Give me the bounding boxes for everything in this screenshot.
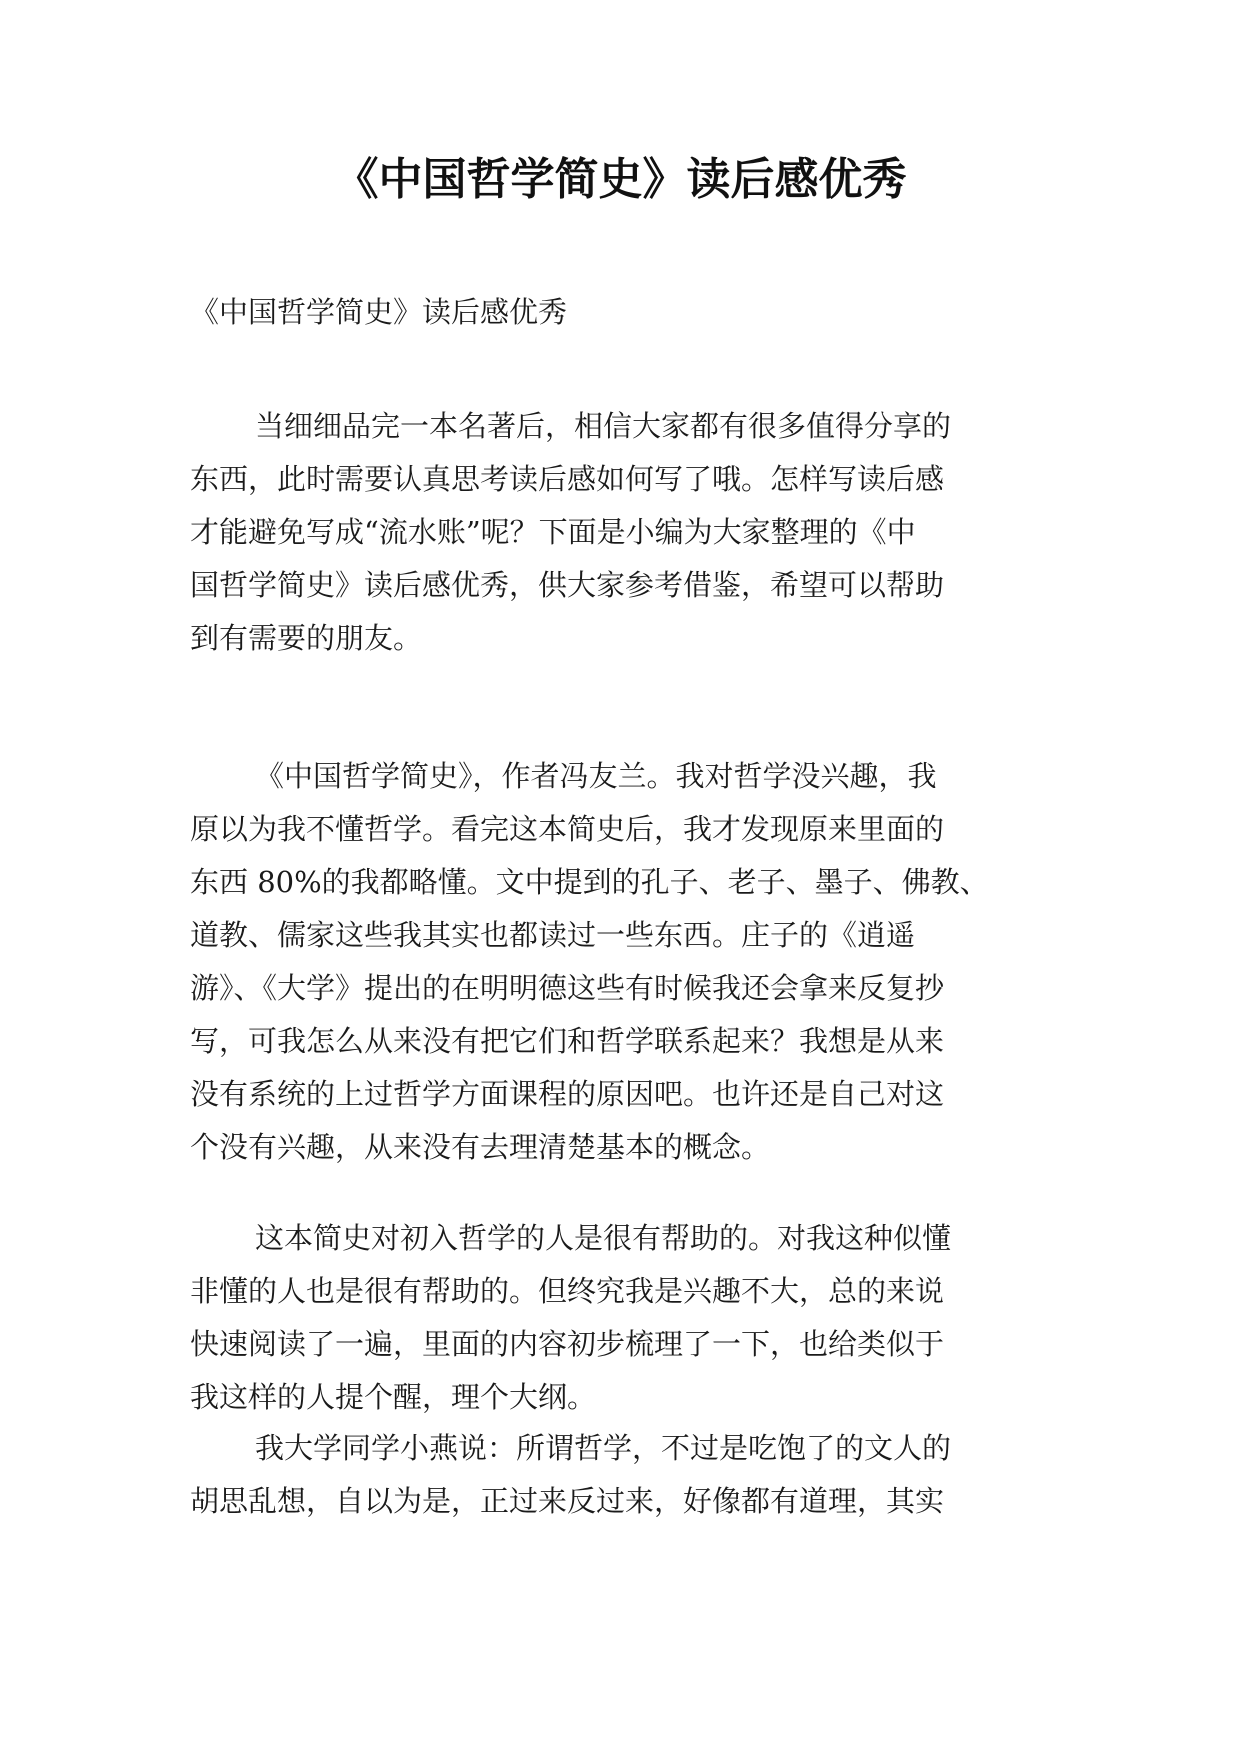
paragraph-line: 国哲学简史》读后感优秀，供大家参考借鉴，希望可以帮助 bbox=[190, 568, 945, 602]
paragraph-line: 《中国哲学简史》，作者冯友兰。我对哲学没兴趣，我 bbox=[255, 759, 937, 793]
paragraph-line: 到有需要的朋友。 bbox=[190, 621, 423, 655]
paragraph-1 bbox=[190, 400, 951, 665]
document-title: 《中国哲学简史》读后感优秀 bbox=[334, 154, 907, 205]
paragraph-3 bbox=[190, 1212, 951, 1424]
paragraph-line: 东西 80%的我都略懂。文中提到的孔子、老子、墨子、佛教、 bbox=[190, 865, 989, 899]
paragraph-2 bbox=[190, 750, 989, 1174]
paragraph-4 bbox=[190, 1422, 951, 1528]
paragraph-line: 没有系统的上过哲学方面课程的原因吧。也许还是自己对这 bbox=[190, 1077, 945, 1111]
paragraph-line: 当细细品完一本名著后，相信大家都有很多值得分享的 bbox=[255, 409, 952, 443]
paragraph-line: 才能避免写成“流水账”呢？下面是小编为大家整理的《中 bbox=[190, 515, 916, 549]
paragraph-line: 快速阅读了一遍，里面的内容初步梳理了一下，也给类似于 bbox=[190, 1327, 945, 1361]
document-subtitle: 《中国哲学简史》读后感优秀 bbox=[190, 295, 568, 329]
paragraph-line: 胡思乱想，自以为是，正过来反过来，好像都有道理，其实 bbox=[190, 1484, 945, 1518]
paragraph-line: 个没有兴趣，从来没有去理清楚基本的概念。 bbox=[190, 1130, 771, 1164]
paragraph-line: 这本简史对初入哲学的人是很有帮助的。对我这种似懂 bbox=[255, 1221, 952, 1255]
paragraph-line: 道教、儒家这些我其实也都读过一些东西。庄子的《逍遥 bbox=[190, 918, 916, 952]
paragraph-line: 非懂的人也是很有帮助的。但终究我是兴趣不大，总的来说 bbox=[190, 1274, 945, 1308]
paragraph-line: 东西，此时需要认真思考读后感如何写了哦。怎样写读后感 bbox=[190, 462, 945, 496]
paragraph-line: 我大学同学小燕说：所谓哲学，不过是吃饱了的文人的 bbox=[255, 1431, 952, 1465]
paragraph-line: 游》、《大学》提出的在明明德这些有时候我还会拿来反复抄 bbox=[190, 971, 945, 1005]
paragraph-line: 我这样的人提个醒，理个大纲。 bbox=[190, 1380, 597, 1414]
paragraph-line: 原以为我不懂哲学。看完这本简史后，我才发现原来里面的 bbox=[190, 812, 945, 846]
paragraph-line: 写，可我怎么从来没有把它们和哲学联系起来？我想是从来 bbox=[190, 1024, 945, 1058]
